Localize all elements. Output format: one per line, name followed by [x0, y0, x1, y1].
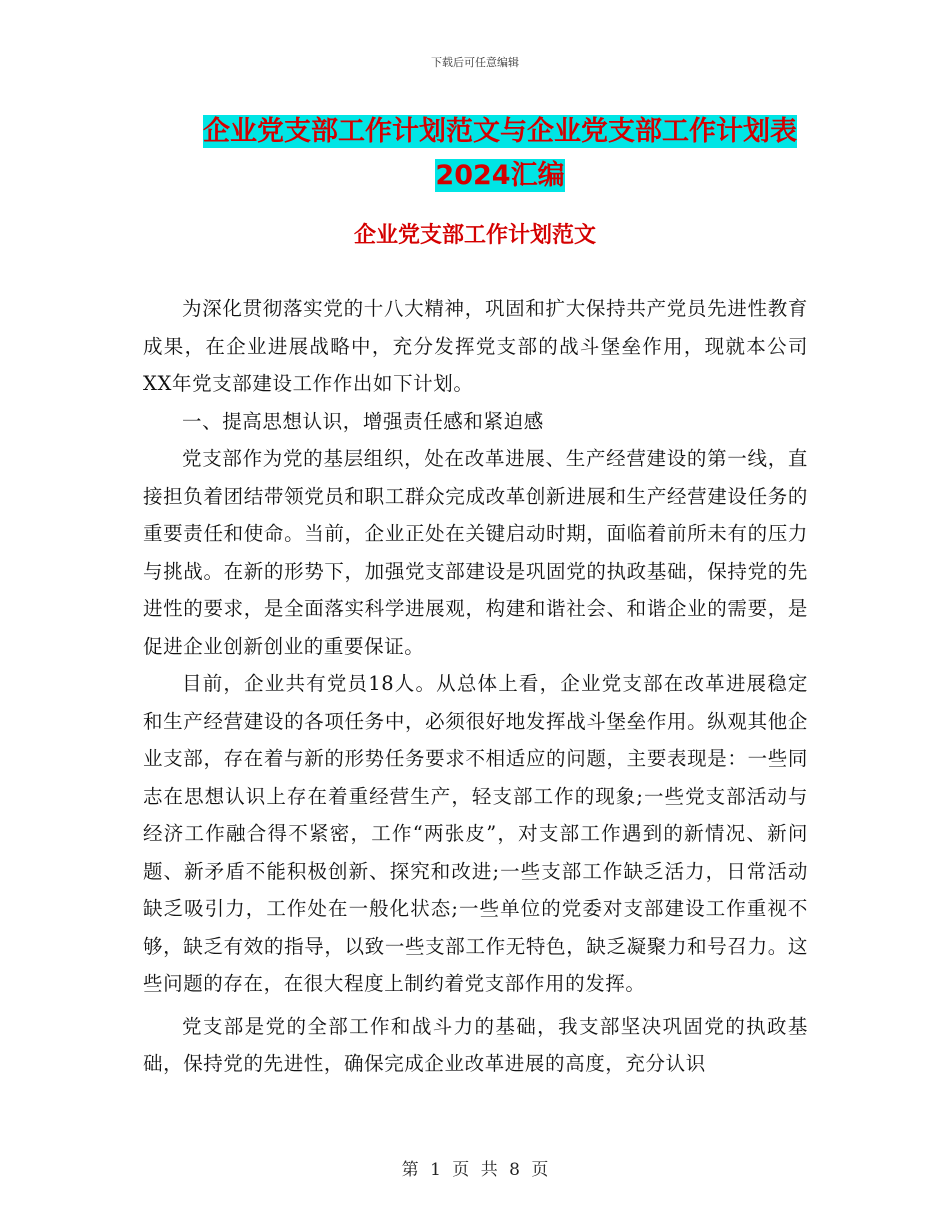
- paragraph: 党支部作为党的基层组织，处在改革进展、生产经营建设的第一线，直接担负着团结带领党员和职工群众完成改革创新进展和生产经营建设任务的重要责任和使命。当前，企业正处在关键启动时期，面临着前所未有的压力与挑战。在新的形势下，加强党支部建设是巩固党的执政基础，保持党的先进性的要求，是全面落实科学进展观，构建和谐社会、和谐企业的需要，是促进企业创新创业的重要保证。: [143, 447, 808, 658]
- paragraph: 党支部是党的全部工作和战斗力的基础，我支部坚决巩固党的执政基础，保持党的先进性，确保完成企业改革进展的高度，充分认识: [143, 1014, 808, 1075]
- paragraph: 目前，企业共有党员18人。从总体上看，企业党支部在改革进展稳定和生产经营建设的各项任务中，必须很好地发挥战斗堡垒作用。纵观其他企业支部，存在着与新的形势任务要求不相适应的问题，主要表现是：一些同志在思想认识上存在着重经营生产，轻支部工作的现象;一些党支部活动与经济工作融合得不紧密，工作“两张皮”，对支部工作遇到的新情况、新问题、新矛盾不能积极创新、探究和改进;一些支部工作缺乏活力，日常活动缺乏吸引力，工作处在一般化状态;一些单位的党委对支部建设工作重视不够，缺乏有效的指导，以致一些支部工作无特色，缺乏凝聚力和号召力。这些问题的存在，在很大程度上制约着党支部作用的发挥。: [143, 672, 808, 995]
- paragraph-subheading: 一、提高思想认识，增强责任感和紧迫感: [182, 409, 544, 433]
- title-line-1: 企业党支部工作计划范文与企业党支部工作计划表: [203, 116, 797, 147]
- page-number: 第 1 页 共 8 页: [401, 1160, 549, 1180]
- paragraph: 为深化贯彻落实党的十八大精神，巩固和扩大保持共产党员先进性教育成果，在企业进展战略中，充分发挥党支部的战斗堡垒作用，现就本公司XX年党支部建设工作作出如下计划。: [143, 297, 808, 395]
- header-note: 下载后可任意编辑: [431, 56, 519, 69]
- body-text: [143, 290, 808, 1083]
- document-title: [140, 110, 860, 198]
- title-line-2: 2024汇编: [435, 160, 565, 191]
- section-heading: 企业党支部工作计划范文: [353, 223, 596, 248]
